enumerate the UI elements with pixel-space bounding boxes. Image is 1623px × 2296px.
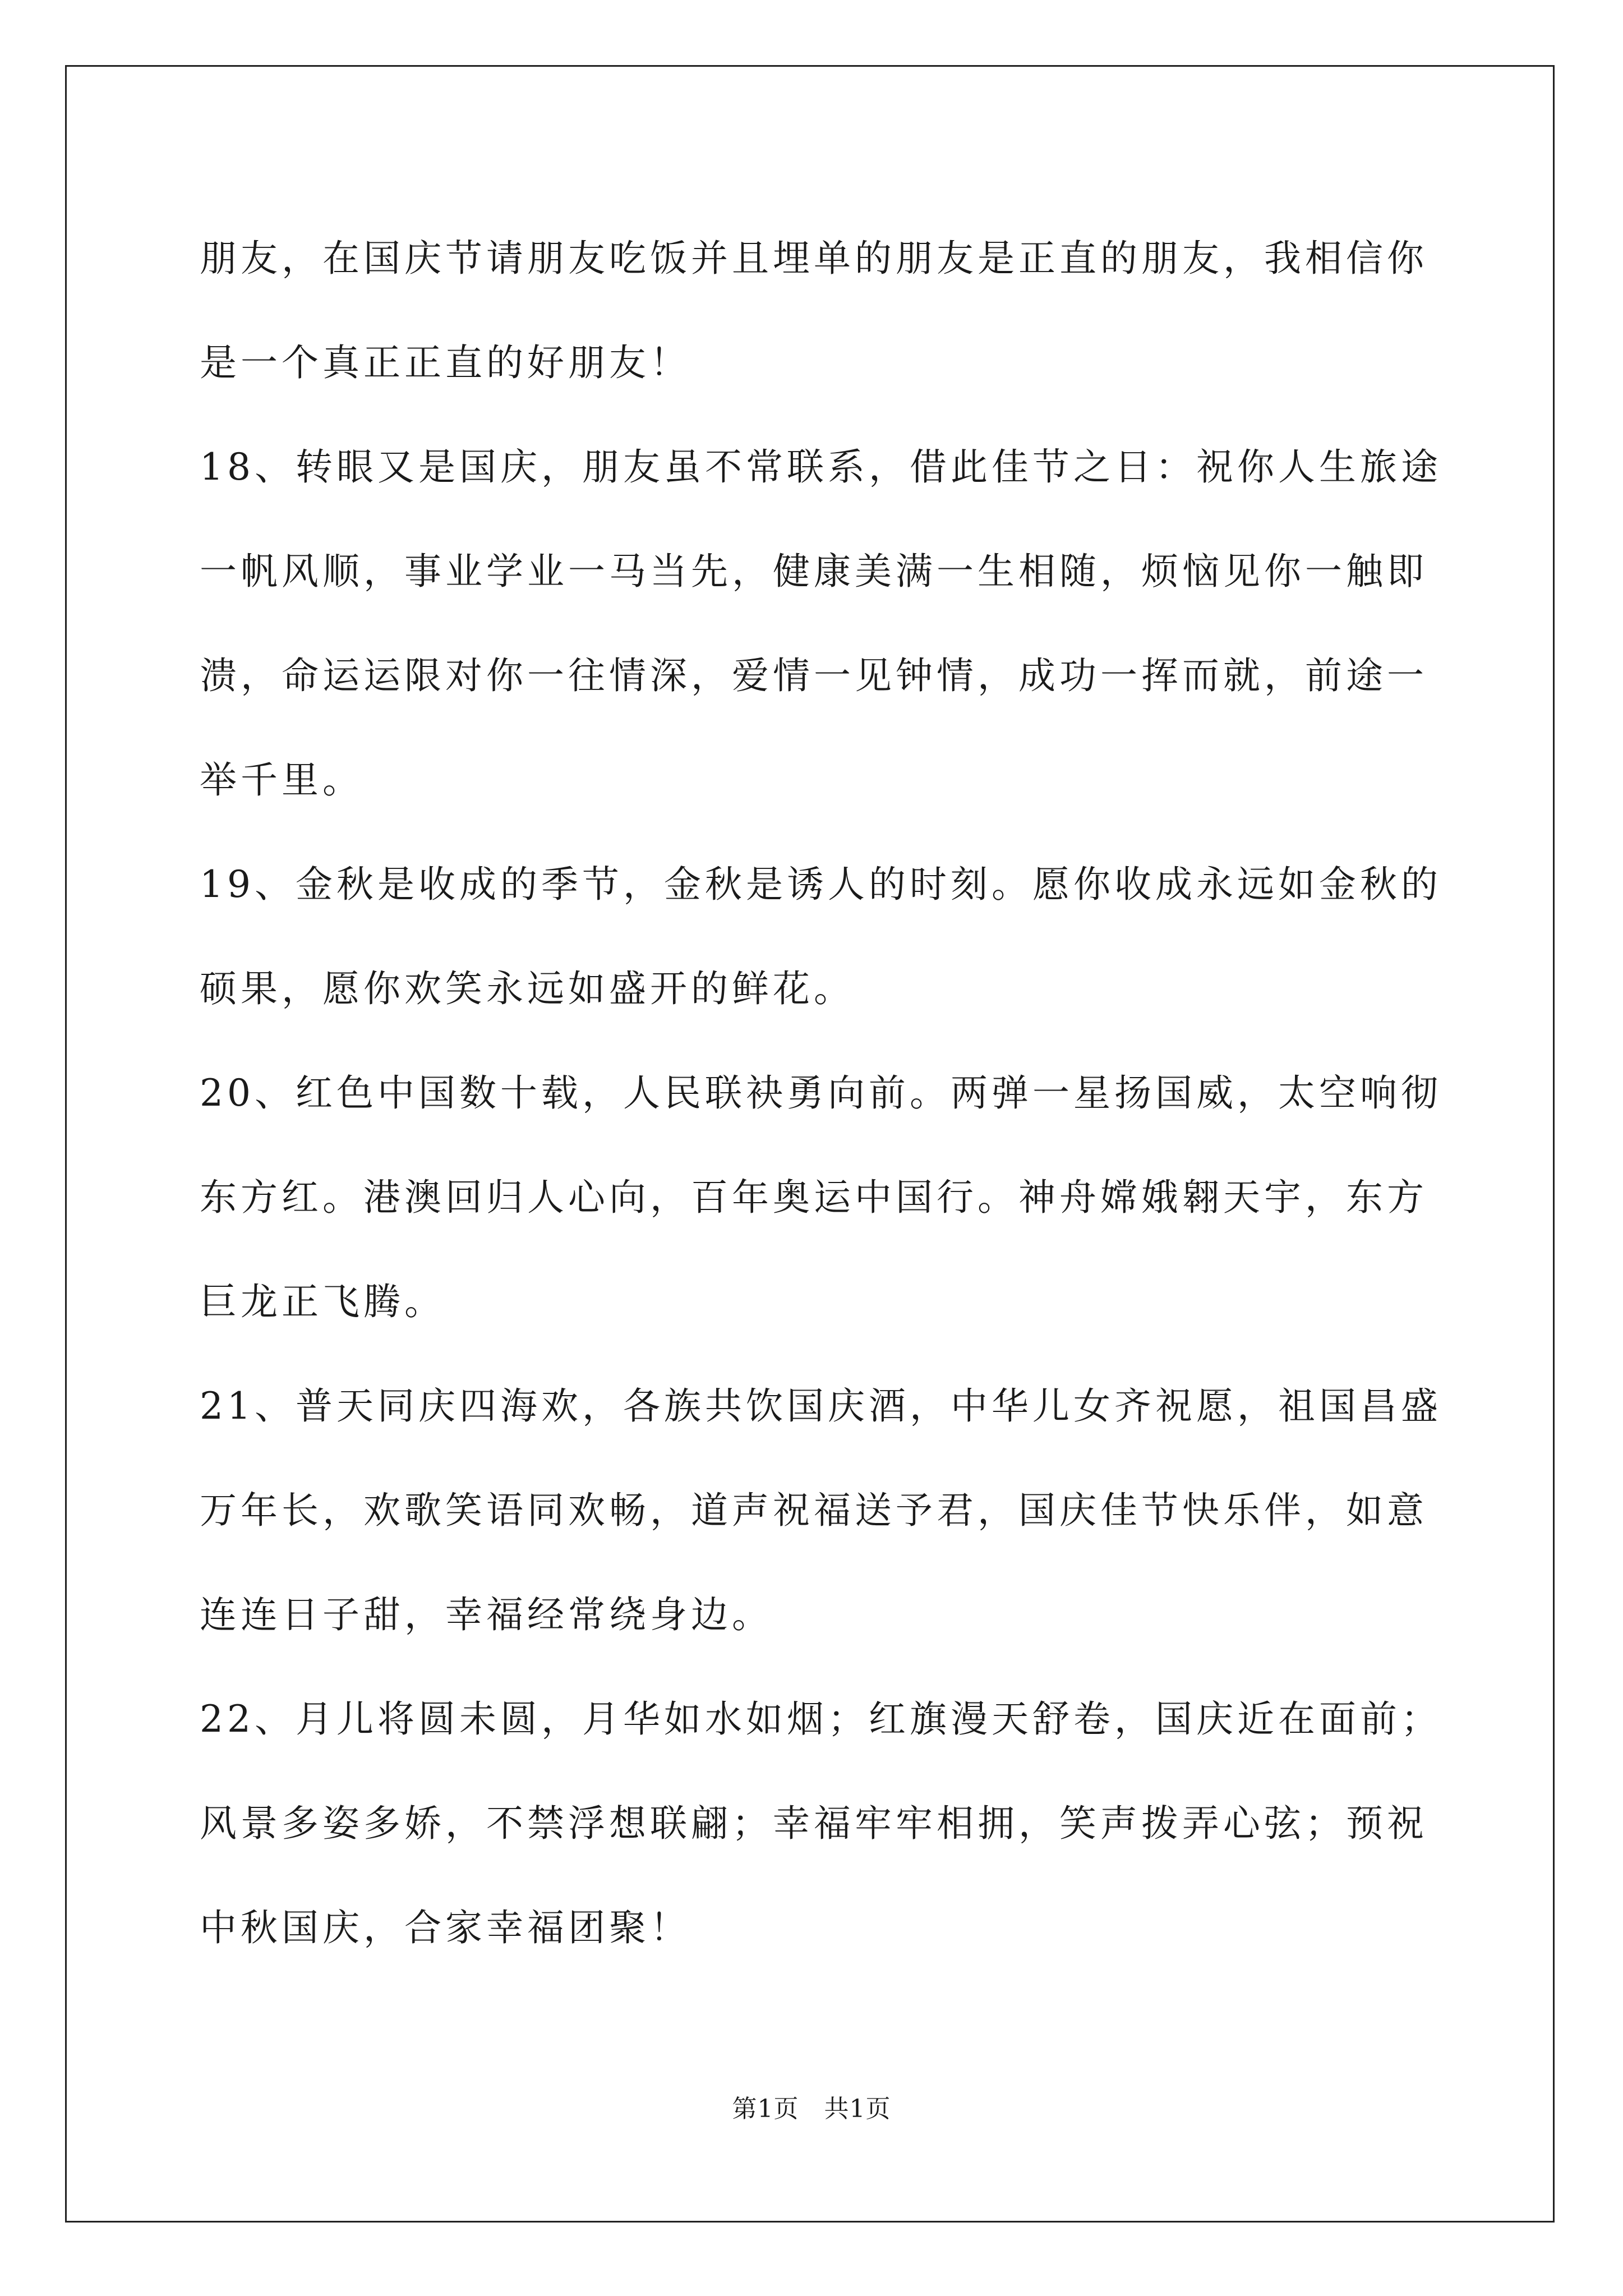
- text-line: 一帆风顺，事业学业一马当先，健康美满一生相随，烦恼见你一触即: [200, 550, 1428, 593]
- text-line: 18、转眼又是国庆，朋友虽不常联系，借此佳节之日：祝你人生旅途: [200, 445, 1442, 489]
- text-line: 风景多姿多娇，不禁浮想联翩；幸福牢牢相拥，笑声拨弄心弦；预祝: [200, 1802, 1428, 1845]
- text-line: 21、普天同庆四海欢，各族共饮国庆酒，中华儿女齐祝愿，祖国昌盛: [200, 1384, 1442, 1428]
- text-line: 是一个真正正直的好朋友！: [200, 341, 691, 384]
- text-line: 朋友，在国庆节请朋友吃饭并且埋单的朋友是正直的朋友，我相信你: [200, 237, 1428, 280]
- text-line: 中秋国庆，合家幸福团聚！: [200, 1906, 691, 1949]
- page-footer: [0, 2092, 1623, 2126]
- text-line: 19、金秋是收成的季节，金秋是诱人的时刻。愿你收成永远如金秋的: [200, 863, 1442, 906]
- text-line: 巨龙正飞腾。: [200, 1280, 445, 1323]
- page-total: 共1页: [824, 2095, 891, 2123]
- document-body: [200, 206, 1442, 1980]
- text-line: 22、月儿将圆未圆，月华如水如烟；红旗漫天舒卷，国庆近在面前；: [200, 1697, 1442, 1741]
- page-number: 第1页: [732, 2095, 799, 2123]
- text-line: 举千里。: [200, 758, 363, 802]
- text-line: 硕果，愿你欢笑永远如盛开的鲜花。: [200, 967, 855, 1010]
- text-line: 万年长，欢歌笑语同欢畅，道声祝福送予君，国庆佳节快乐伴，如意: [200, 1489, 1428, 1532]
- text-line: 连连日子甜，幸福经常绕身边。: [200, 1593, 773, 1636]
- text-line: 东方红。港澳回归人心向，百年奥运中国行。神舟嫦娥翱天宇，东方: [200, 1176, 1428, 1219]
- text-line: 溃，命运运限对你一往情深，爱情一见钟情，成功一挥而就，前途一: [200, 654, 1428, 697]
- text-line: 20、红色中国数十载，人民联袂勇向前。两弹一星扬国威，太空响彻: [200, 1071, 1442, 1115]
